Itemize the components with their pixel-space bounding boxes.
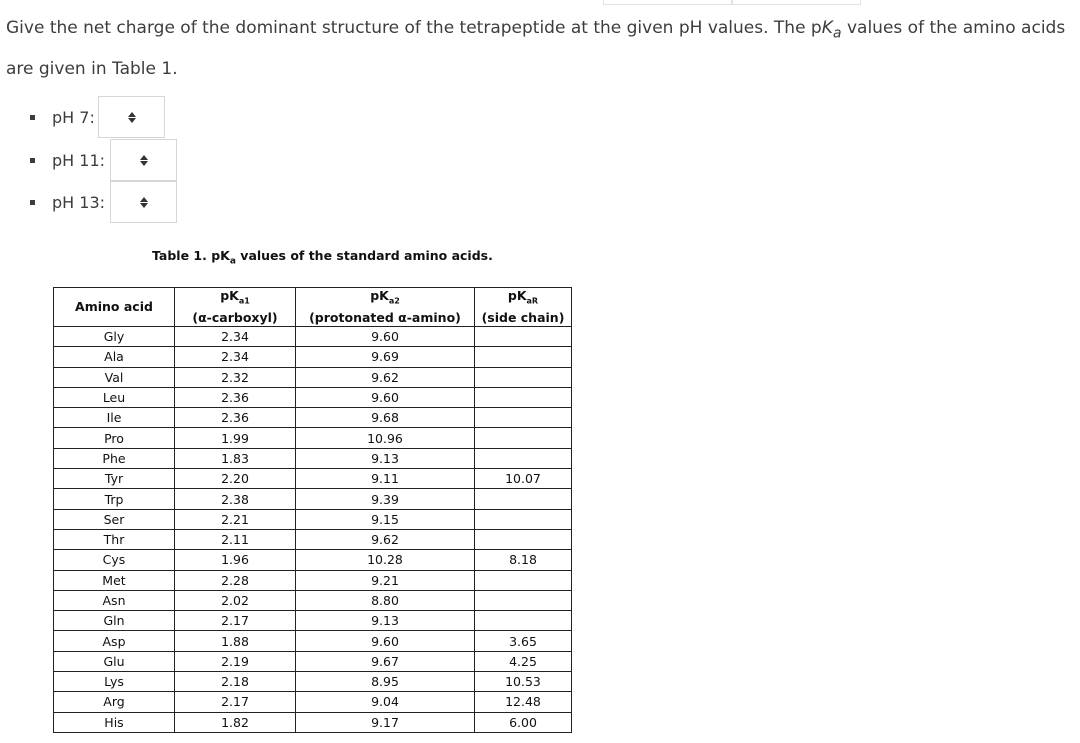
pka-value-cell: 2.17 <box>175 611 296 631</box>
question-text <box>6 10 1076 87</box>
top-tab-strip <box>603 0 733 5</box>
amino-acid-cell: Met <box>54 570 175 590</box>
pka-value-cell: 2.11 <box>175 529 296 549</box>
pka-value-cell: 9.21 <box>296 570 475 590</box>
pka-value-cell: 9.62 <box>296 367 475 387</box>
table-header-cell: $pK_{a1}$ (α-carboxyl) <box>175 288 296 327</box>
table-row <box>54 489 572 509</box>
pka-value-cell <box>475 428 572 448</box>
pka-value-cell: 8.95 <box>296 672 475 692</box>
pka-value-cell: 9.15 <box>296 509 475 529</box>
table-header-cell: $pK_{a2}$ (protonated α-amino) <box>296 288 475 327</box>
answer-row <box>30 139 105 181</box>
pka-value-cell: 2.02 <box>175 590 296 610</box>
amino-acid-cell: Ile <box>54 408 175 428</box>
pka-value-cell: 1.99 <box>175 428 296 448</box>
pka-value-cell <box>475 529 572 549</box>
pka-table <box>53 287 572 733</box>
pka-value-cell: 2.21 <box>175 509 296 529</box>
question-part: values of the amino acids are given in Table 1. <box>6 18 1066 80</box>
top-tab-strip <box>731 0 861 5</box>
pka-value-cell <box>475 590 572 610</box>
pka-value-cell: 2.36 <box>175 408 296 428</box>
amino-acid-cell: Val <box>54 367 175 387</box>
pka-value-cell: 2.38 <box>175 489 296 509</box>
table-row <box>54 611 572 631</box>
select-arrows-icon <box>140 155 148 166</box>
table-row <box>54 509 572 529</box>
amino-acid-cell: Pro <box>54 428 175 448</box>
pka-value-cell: 3.65 <box>475 631 572 651</box>
answer-row <box>30 96 95 138</box>
amino-acid-cell: Phe <box>54 448 175 468</box>
pka-value-cell: 2.34 <box>175 327 296 347</box>
pka-value-cell: 2.20 <box>175 469 296 489</box>
bullet-icon <box>30 158 35 163</box>
answer-select[interactable] <box>110 181 177 223</box>
answer-row <box>30 181 105 223</box>
pka-value-cell: 9.62 <box>296 529 475 549</box>
answer-select[interactable] <box>110 139 177 181</box>
pka-value-cell <box>475 367 572 387</box>
table-row <box>54 570 572 590</box>
pka-value-cell: 9.11 <box>296 469 475 489</box>
amino-acid-cell: Lys <box>54 672 175 692</box>
pka-value-cell: 9.60 <box>296 387 475 407</box>
answer-select[interactable] <box>98 96 165 138</box>
pka-value-cell: 2.17 <box>175 692 296 712</box>
pka-value-cell: 9.60 <box>296 631 475 651</box>
amino-acid-cell: Ser <box>54 509 175 529</box>
pka-value-cell <box>475 509 572 529</box>
pka-value-cell <box>475 448 572 468</box>
table-row <box>54 347 572 367</box>
amino-acid-cell: Ala <box>54 347 175 367</box>
table-row <box>54 651 572 671</box>
table-row <box>54 408 572 428</box>
answer-label: pH 11: <box>52 150 106 170</box>
answer-label: pH 13: <box>52 192 106 212</box>
pka-value-cell: 9.39 <box>296 489 475 509</box>
question-part: Give the net charge of the dominant structure of the tetrapeptide at the given pH values. The p <box>6 18 822 38</box>
table-row <box>54 712 572 732</box>
amino-acid-cell: Cys <box>54 550 175 570</box>
table-row <box>54 529 572 549</box>
table-row <box>54 550 572 570</box>
pka-value-cell: 2.36 <box>175 387 296 407</box>
pka-value-cell: 10.53 <box>475 672 572 692</box>
pka-value-cell: 12.48 <box>475 692 572 712</box>
amino-acid-cell: Leu <box>54 387 175 407</box>
table-row <box>54 590 572 610</box>
table-row <box>54 428 572 448</box>
pka-value-cell <box>475 489 572 509</box>
pka-value-cell: 2.34 <box>175 347 296 367</box>
amino-acid-cell: Gly <box>54 327 175 347</box>
pka-value-cell: 2.28 <box>175 570 296 590</box>
amino-acid-cell: His <box>54 712 175 732</box>
pka-value-cell: 1.83 <box>175 448 296 468</box>
table-row <box>54 367 572 387</box>
pka-value-cell: 9.17 <box>296 712 475 732</box>
ka-symbol: K <box>821 18 833 38</box>
pka-value-cell: 9.04 <box>296 692 475 712</box>
amino-acid-cell: Tyr <box>54 469 175 489</box>
pka-value-cell: 2.18 <box>175 672 296 692</box>
pka-value-cell: 1.96 <box>175 550 296 570</box>
pka-value-cell <box>475 570 572 590</box>
pka-value-cell: 8.80 <box>296 590 475 610</box>
table-header-cell: Amino acid <box>54 288 175 327</box>
table-row <box>54 469 572 489</box>
table-row <box>54 672 572 692</box>
pka-value-cell <box>475 347 572 367</box>
pka-value-cell: 2.32 <box>175 367 296 387</box>
amino-acid-cell: Trp <box>54 489 175 509</box>
amino-acid-cell: Glu <box>54 651 175 671</box>
pka-value-cell <box>475 611 572 631</box>
amino-acid-cell: Arg <box>54 692 175 712</box>
pka-value-cell: 9.69 <box>296 347 475 367</box>
bullet-icon <box>30 200 35 205</box>
table-header-row <box>54 288 572 327</box>
amino-acid-cell: Thr <box>54 529 175 549</box>
amino-acid-cell: Gln <box>54 611 175 631</box>
table-row <box>54 692 572 712</box>
pka-value-cell: 4.25 <box>475 651 572 671</box>
pka-value-cell: 9.60 <box>296 327 475 347</box>
pka-value-cell: 9.13 <box>296 448 475 468</box>
pka-value-cell: 9.68 <box>296 408 475 428</box>
select-arrows-icon <box>140 197 148 208</box>
answer-label: pH 7: <box>52 107 95 127</box>
bullet-icon <box>30 115 35 120</box>
pka-value-cell: 1.88 <box>175 631 296 651</box>
table-row <box>54 631 572 651</box>
table-row <box>54 327 572 347</box>
table-caption: Table 1. $pK_a$ values of the standard amino acids. <box>152 248 493 267</box>
pka-value-cell <box>475 408 572 428</box>
table-row <box>54 387 572 407</box>
pka-value-cell: 10.28 <box>296 550 475 570</box>
pka-value-cell: 1.82 <box>175 712 296 732</box>
pka-value-cell: 8.18 <box>475 550 572 570</box>
pka-value-cell: 9.13 <box>296 611 475 631</box>
ka-subscript: a <box>832 25 842 42</box>
pka-value-cell <box>475 327 572 347</box>
table-header-cell: $pK_{aR}$ (side chain) <box>475 288 572 327</box>
table-row <box>54 448 572 468</box>
amino-acid-cell: Asp <box>54 631 175 651</box>
pka-value-cell <box>475 387 572 407</box>
pka-value-cell: 10.07 <box>475 469 572 489</box>
select-arrows-icon <box>128 112 136 123</box>
pka-value-cell: 6.00 <box>475 712 572 732</box>
pka-value-cell: 9.67 <box>296 651 475 671</box>
amino-acid-cell: Asn <box>54 590 175 610</box>
pka-value-cell: 2.19 <box>175 651 296 671</box>
pka-value-cell: 10.96 <box>296 428 475 448</box>
